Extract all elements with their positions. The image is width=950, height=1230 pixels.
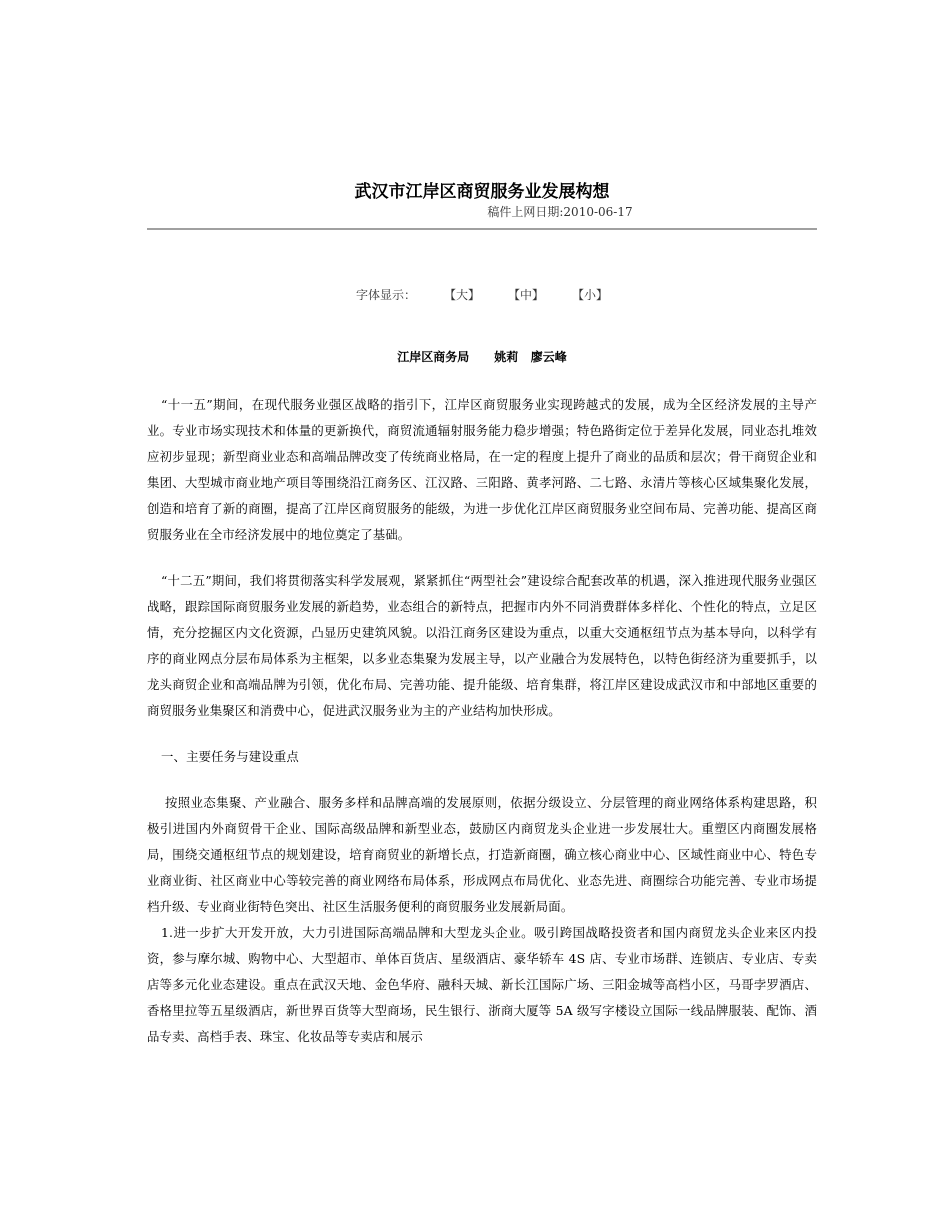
font-size-large-button[interactable]: 【大】 <box>443 288 480 302</box>
article-title: 武汉市江岸区商贸服务业发展构想 <box>354 182 610 202</box>
paragraph: “十一五”期间，在现代服务业强区战略的指引下，江岸区商贸服务业实现跨越式的发展，成为全区经济发展的主导产业。专业市场实现技术和体量的更新换代，商贸流通辐射服务能力稳步增强；特色路街定位于差异化发展，同业态扎堆效应初步显现；新型商业业态和高端品牌改变了传统商业格局，在一定的程度上提升了商业的品质和层次；骨干商贸企业和集团、大型城市商业地产项目等围绕沿江商务区、江汉路、三阳路、黄孝河路、二七路、永清片等核心区域集聚化发展，创造和培育了新的商圈，提高了江岸区商贸服务的能级，为进一步优化江岸区商贸服务业空间布局、完善功能、提高区商贸服务业在全市经济发展中的地位奠定了基础。 <box>147 397 817 542</box>
font-size-control <box>147 286 817 304</box>
font-size-small-button[interactable]: 【小】 <box>572 288 609 302</box>
publish-date-text: 稿件上网日期:2010-06-17 <box>487 205 633 219</box>
paragraph: 按照业态集聚、产业融合、服务多样和品牌高端的发展原则，依据分级设立、分层管理的商业网络体系构建思路，积极引进国内外商贸骨干企业、国际高级品牌和新型业态，鼓励区内商贸龙头企业进一步发展壮大。重塑区内商圈发展格局，围绕交通枢纽节点的规划建设，培育商贸业的新增长点，打造新商圈，确立核心商业中心、区域性商业中心、特色专业商业街、社区商业中心等较完善的商业网络布局体系，形成网点布局优化、业态先进、商圈综合功能完善、专业市场提档升级、专业商业街特色突出、社区生活服务便利的商贸服务业发展新局面。 <box>147 795 817 914</box>
paragraph: “十二五”期间，我们将贯彻落实科学发展观，紧紧抓住“两型社会”建设综合配套改革的机遇，深入推进现代服务业强区战略，跟踪国际商贸服务业发展的新趋势，业态组合的新特点，把握市内外不同消费群体多样化、个性化的特点，立足区情，充分挖掘区内文化资源，凸显历史建筑风貌。以沿江商务区建设为重点，以重大交通枢纽节点为基本导向，以科学有序的商业网点分层布局体系为主框架，以多业态集聚为发展主导，以产业融合为发展特色，以特色街经济为重要抓手，以龙头商贸企业和高端品牌为引领，优化布局、完善功能、提升能级、培育集群，将江岸区建设成武汉市和中部地区重要的商贸服务业集聚区和消费中心，促进武汉服务业为主的产业结构加快形成。 <box>147 573 817 718</box>
font-size-medium-button[interactable]: 【中】 <box>508 288 545 302</box>
byline: 江岸区商务局 姚莉 廖云峰 <box>397 350 567 364</box>
font-size-label: 字体显示： <box>355 288 416 302</box>
paragraph: 1.进一步扩大开发开放，大力引进国际高端品牌和大型龙头企业。吸引跨国战略投资者和国内商贸龙头企业来区内投资，参与摩尔城、购物中心、大型超市、单体百货店、星级酒店、豪华轿车 4S 店、专业市场群、连锁店、专业店、专卖店等多元化业态建设。重点在武汉天地、金色华府、融科天城、新长江国际广场、三阳金城等高档小区，马哥孛罗酒店、香格里拉等五星级酒店，新世界百货等大型商场，民生银行、浙商大厦等 5A 级写字楼设立国际一线品牌服装、配饰、酒品专卖、高档手表、珠宝、化妆品等专卖店和展示 <box>147 925 817 1044</box>
article-body <box>147 392 817 1050</box>
section-heading: 一、主要任务与建设重点 <box>161 749 299 764</box>
publish-date <box>147 204 817 220</box>
title-divider <box>147 228 817 230</box>
